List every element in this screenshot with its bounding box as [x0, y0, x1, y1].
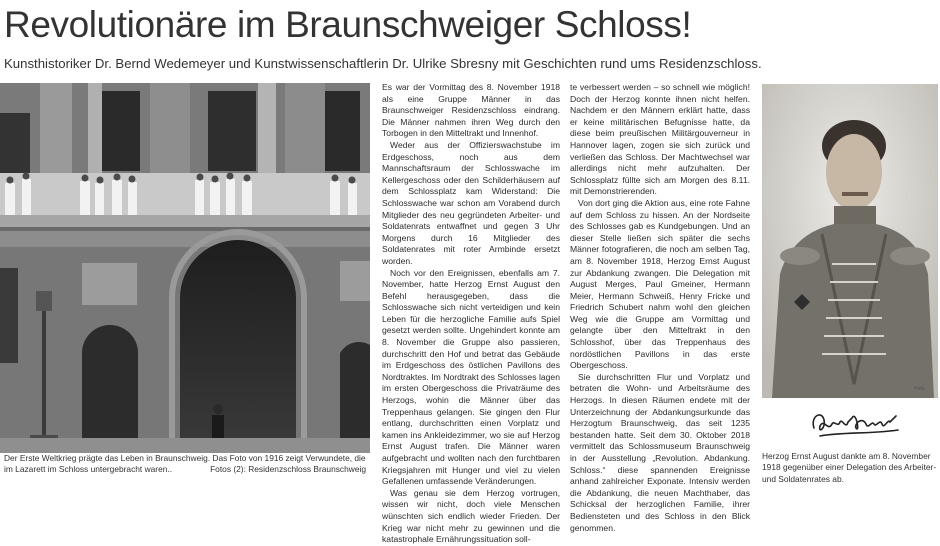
article-column-1 [382, 82, 560, 545]
paragraph: Von dort ging die Aktion aus, eine rote Fahne auf dem Schloss zu hissen. An der Nordseite des Schlosses gab es Kundgebungen. Und an dieser Stelle ließen sich später die sechs Männer fotografieren, die noch am selben Tag, am 8. November 1918, Herzog Ernst August zur Abdankung zwangen. Die Delegation mit August Merges, Paul Gmeiner, Hermann Meier, Hermann Schweiß, Henry Fricke und Friedrich Schubert nahm wohl den gleichen Weg wie die Gruppe am Vormittag und gelangte über den Mitteltrakt in den Schlosshof, über das Treppenhaus des nordöstlichen Pavillons in das erste Obergeschoss. [570, 197, 750, 371]
paragraph: Es war der Vormittag des 8. November 1918 als eine Gruppe Männer in das Braunschweiger Residenzschloss eindrang. Die Männer nahmen ihren Weg durch den Torbogen in den Mitteltrakt und Innenhof. [382, 82, 560, 139]
duke-signature [762, 398, 938, 448]
photographer-mark: Hofe. [914, 386, 926, 392]
paragraph: Sie durchschritten Flur und Vorplatz und betraten die Wohn- und Arbeitsräume des Herzogs. In diesen Räumen endete mit der Unterzeichnung der Abdankungsurkunde das Herzogtum Braunschweig, das seit 1235 bestanden hatte. Seit dem 30. Oktober 2018 vermittelt das Schlossmuseum Braunschweig in der Ausstellung „Revolution. Abdankung. Schloss.“ diese spannenden Ereignisse anhand zahlreicher Exponate. Intensiv werden die Abdankung, die neuen Machthaber, das Schicksal der herzoglichen Familie, ihrer Bediensteten und des Schloss in den Blick genommen. [570, 371, 750, 533]
duke-portrait-photo [762, 84, 938, 398]
palace-photo-caption [4, 453, 368, 476]
photo-credit: Fotos (2): Residenzschloss Braunschweig [210, 464, 366, 475]
palace-photo [0, 83, 370, 453]
paragraph: Weder aus der Offizierswachstube im Erdgeschoss, noch aus dem Mannschaftsraum der Schlosswache im Kellergeschoss oder den Schilderhäusern auf dem Schlossplatz kam Widerstand: Die Schlosswache war schon am Vorabend durch Mitglieder des neu gegründeten Arbeiter- und Soldatenrats entwaffnet und gegen 3 Uhr Morgens durch 16 Mitglieder des Soldatenrates mit roter Armbinde ersetzt worden. [382, 139, 560, 266]
subheadline: Kunsthistoriker Dr. Bernd Wedemeyer und Kunstwissenschaftlerin Dr. Ulrike Sbresny mit Geschichten rund ums Residenzschloss. [4, 56, 762, 71]
palace-caption-text: Der Erste Weltkrieg prägte das Leben in Braunschweig. Das Foto von 1916 zeigt Verwundete, die im Lazarett im Schloss untergebracht waren.. [4, 453, 366, 475]
article-column-2 [570, 82, 750, 533]
paragraph: te verbessert werden – so schnell wie möglich! Doch der Herzog konnte ihnen nicht helfen. Nachdem er den Männern erklärt hatte, dass er keine militärischen Befugnisse hatte, da diese beim preußischen Militärgouverneur in Hannover lagen, zogen sie sich zurück und verließen das Schloss. Der Machtwechsel war allerdings nicht mehr aufzuhalten. Der Schlossplatz füllte sich am Morgen des 8.11. mit Demonstrierenden. [570, 82, 750, 197]
paragraph: Noch vor den Ereignissen, ebenfalls am 7. November, hatte Herzog Ernst August den Befehl herausgegeben, dass die Schlosswache sich nicht verteidigen und kein Leben für die herzogliche Familie aufs Spiel gesetzt werden sollte. Ungehindert konnte am 8. November die Gruppe also passieren, durchschritt den Hof und betrat das Gebäude im Erdgeschoss des östlichen Pavillons des Nordtraktes. Im Nordtrakt des Schlosses lagen im ersten Obergeschoss die Privaträume des Herzogs, wohin die Männer über das Treppenhaus gelangen. Sie gingen den Flur entlang, durchschritten einen Vorplatz und kamen ins Ankleidezimmer, wo sie auf Herzog Ernst August trafen. Die Männer waren aufgebracht und wollten nach den furchtbaren Kriegsjahren mit Hunger und viel zu vielen Gefallenen umfassende Veränderungen. [382, 267, 560, 487]
headline: Revolutionäre im Braunschweiger Schloss! [4, 4, 692, 45]
portrait-caption: Herzog Ernst August dankte am 8. November 1918 gegenüber einer Delegation des Arbeiter- und Soldatenrates ab. [762, 451, 937, 484]
signature-area [762, 398, 938, 448]
paragraph: Was genau sie dem Herzog vortrugen, wissen wir nicht, doch viele Menschen wünschten sich endlich wieder Frieden. Der Krieg war nicht mehr zu gewinnen und die katastrophale Ernährungssituation soll- [382, 487, 560, 545]
